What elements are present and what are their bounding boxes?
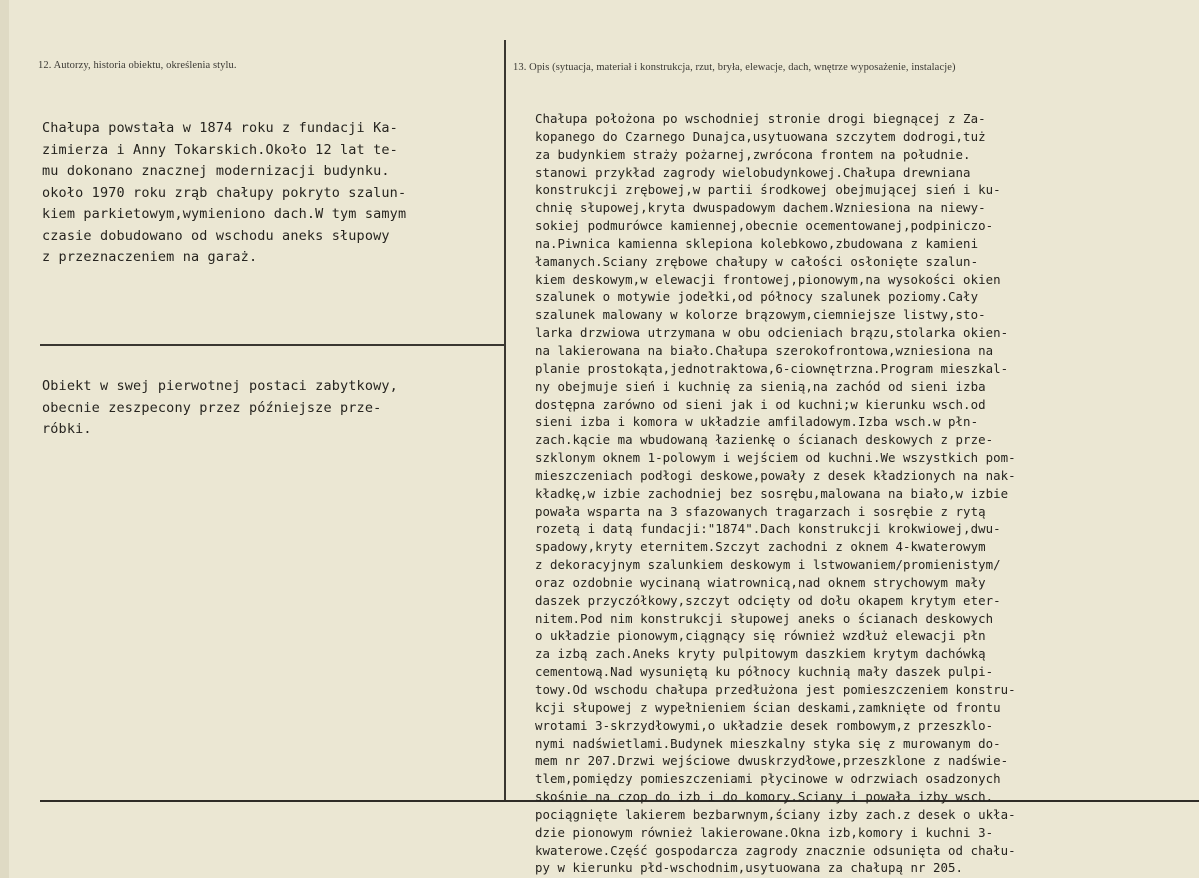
description-line: kładkę,w izbie zachodniej bez sosrębu,malowana na biało,w izbie (535, 485, 1009, 501)
description-line: szalunek o motywie jodełki,od północy szalunek poziomy.Cały (535, 289, 979, 305)
section-12-header: 12. Autorzy, historia obiektu, określenia stylu. (38, 60, 237, 71)
history-line: z przeznaczeniem na garaż. (42, 249, 258, 265)
description-line: daszek przyczółkowy,szczyt odcięty od dołu okapem krytym eter- (535, 592, 1001, 608)
description-line: Chałupa położona po wschodniej stronie drogi biegnącej z Za- (535, 111, 986, 126)
description-line: za budynkiem straży pożarnej,zwrócona frontem na południe. (535, 146, 971, 162)
column-divider (504, 40, 506, 802)
history-line: około 1970 roku zrąb chałupy pokryto szalun- (42, 184, 407, 201)
description-line: na lakierowana na biało.Chałupa szerokofrontowa,wzniesiona na (535, 342, 994, 358)
history-line: Chałupa powstała w 1874 roku z fundacji Ka- (42, 120, 398, 136)
description-line: kiem deskowym,w elewacji frontowej,pionowym,na wysokości okien (535, 271, 1001, 287)
description-line: chnię słupowej,kryta dwuspadowym dachem.Wzniesiona na niewy- (535, 200, 986, 216)
description-line: larka drzwiowa utrzymana w obu odcieniach brązu,stolarka okien- (535, 325, 1009, 341)
description-line: pociągnięte lakierem bezbarwnym,ściany izby zach.z desek o ukła- (535, 806, 1016, 822)
description-line: oraz ozdobnie wycinaną wiatrownicą,nad oknem strychowym mały (535, 574, 986, 590)
style-line: róbki. (42, 421, 92, 437)
description-line: o układzie pionowym,ciągnący się również wzdłuż elewacji płn (535, 628, 986, 644)
description-line: dostępna zarówno od sieni jak i od kuchni;w kierunku wsch.od (535, 396, 986, 412)
description-line: cementową.Nad wysuniętą ku północy kuchnią mały daszek pulpi- (535, 664, 994, 680)
description-line: za izbą zach.Aneks kryty pulpitowym daszkiem krytym dachówką (535, 646, 986, 662)
description-line: kwaterowe.Część gospodarcza zagrody znacznie odsunięta od chału- (535, 842, 1016, 858)
style-line: Obiekt w swej pierwotnej postaci zabytkowy, (42, 378, 398, 394)
description-line: zach.kącie ma wbudowaną łazienkę o ścianach deskowych z prze- (535, 432, 994, 448)
history-line: kiem parkietowym,wymieniono dach.W tym samym (42, 206, 407, 222)
description-line: nitem.Pod nim konstrukcji słupowej aneks o ścianach deskowych (535, 610, 994, 626)
description-line: z dekoracyjnym szalunkiem deskowym i lstwowaniem/promienistym/ (535, 557, 1001, 573)
description-line: kcji słupowej z wypełnieniem ścian deskami,zamknięte od frontu (535, 699, 1001, 715)
description-line: konstrukcji zrębowej,w partii środkowej obejmującej sień i ku- (535, 182, 1001, 198)
description-line: mem nr 207.Drzwi wejściowe dwuskrzydłowe,przeszklone z nadświe- (535, 753, 1009, 769)
description-line: wrotami 3-skrzydłowymi,o układzie desek rombowym,z przeszklo- (535, 717, 994, 733)
description-text (535, 110, 1016, 877)
style-assessment-text (42, 376, 398, 441)
description-line: skośnie na czop do izb i do komory.Sciany i powała izby wsch. (535, 789, 994, 805)
description-line: szklonym oknem 1-polowym i wejściem od kuchni.We wszystkich pom- (535, 450, 1016, 466)
history-line: zimierza i Anny Tokarskich.Około 12 lat te- (42, 141, 398, 158)
history-line: mu dokonano znacznej modernizacji budynku. (42, 163, 390, 179)
description-line: nymi nadświetlami.Budynek mieszkalny styka się z murowanym do- (535, 735, 1001, 751)
description-line: szalunek malowany w kolorze brązowym,ciemniejsze listwy,sto- (535, 307, 986, 323)
description-line: łamanych.Sciany zrębowe chałupy w całości osłonięte szalun- (535, 253, 979, 269)
description-line: rozetą i datą fundacji:"1874".Dach konstrukcji krokwiowej,dwu- (535, 521, 1001, 537)
description-line: stanowi przykład zagrody wielobudynkowej.Chałupa drewniana (535, 164, 971, 180)
description-line: spadowy,kryty eternitem.Szczyt zachodni z oknem 4-kwaterowym (535, 539, 986, 555)
description-line: powała wsparta na 3 sfazowanych tragarzach i sosrębie z rytą (535, 503, 986, 519)
description-line: towy.Od wschodu chałupa przedłużona jest pomieszczeniem konstru- (535, 682, 1016, 697)
description-line: na.Piwnica kamienna sklepiona kolebkowo,zbudowana z kamieni (535, 235, 979, 251)
description-line: dzie pionowym również lakierowane.Okna izb,komory i kuchni 3- (535, 824, 994, 840)
style-line: obecnie zeszpecony przez późniejsze prze- (42, 399, 382, 416)
description-line: sokiej podmurówce kamiennej,obecnie ocementowanej,podpiniczo- (535, 218, 994, 234)
description-line: ny obejmuje sień i kuchnię za sienią,na zachód od sieni izba (535, 378, 986, 394)
description-line: tlem,pomiędzy pomieszczeniami płycinowe w odrzwiach osadzonych (535, 771, 1001, 787)
page-edge (0, 0, 9, 878)
description-line: sieni izba i komora w układzie amfiladowym.Izba wsch.w płn- (535, 414, 979, 430)
description-line: planie prostokąta,jednotraktowa,6-ciownętrzna.Program mieszkal- (535, 360, 1009, 376)
description-line: py w kierunku płd-wschodnim,usytuowana za chałupą nr 205. (535, 860, 964, 876)
description-line: kopanego do Czarnego Dunajca,usytuowana szczytem dodrogi,tuż (535, 128, 986, 144)
section-13-header: 13. Opis (sytuacja, materiał i konstrukcja, rzut, bryła, elewacje, dach, wnętrze wyposażenie, instalacje) (513, 62, 956, 73)
history-text (42, 118, 406, 269)
description-line: mieszczeniach podłogi deskowe,powały z desek kładzionych na nak- (535, 467, 1016, 483)
history-line: czasie dobudowano od wschodu aneks słupowy (42, 227, 390, 244)
left-section-divider (40, 344, 505, 346)
